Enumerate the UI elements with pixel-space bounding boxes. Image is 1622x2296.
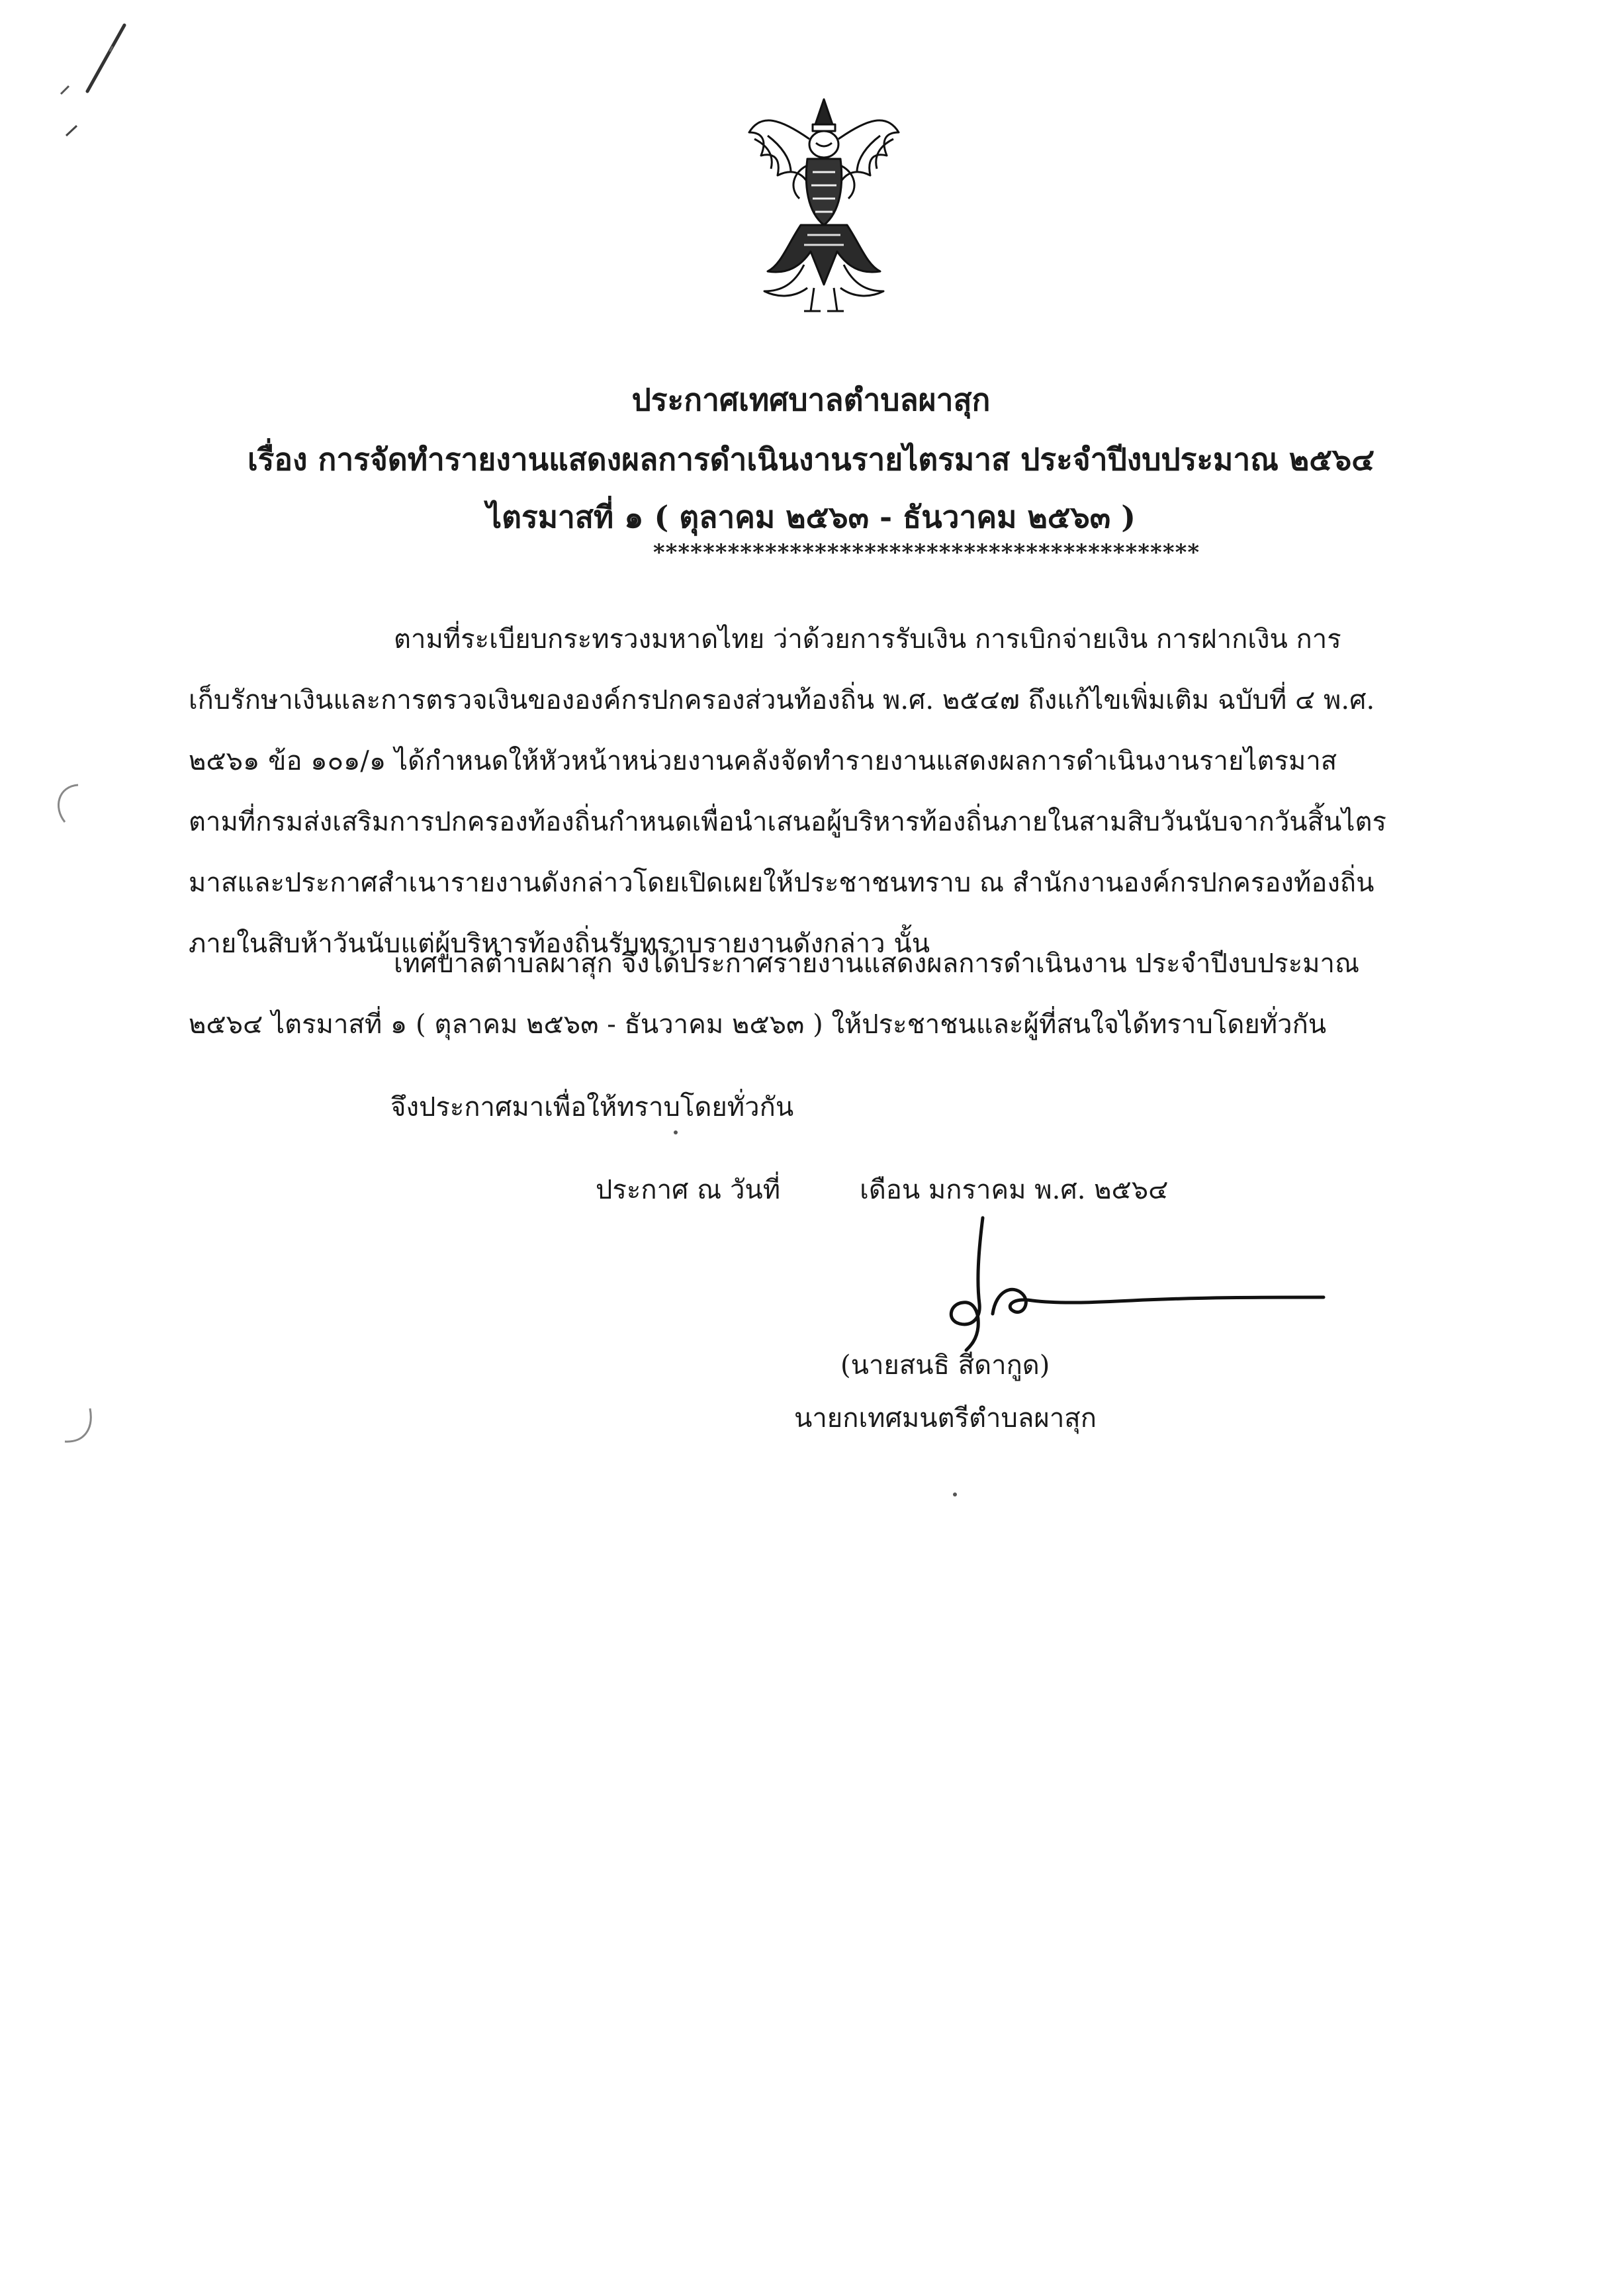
paragraph-line: ตามที่ระเบียบกระทรวงมหาดไทย ว่าด้วยการรับเงิน การเบิกจ่ายเงิน การฝากเงิน การ: [394, 624, 1341, 655]
body-paragraph-1: [189, 609, 1459, 974]
pen-mark: [46, 20, 132, 146]
paragraph-line: เก็บรักษาเงินและการตรวจเงินขององค์กรปกครองส่วนท้องถิ่น พ.ศ. ๒๕๔๗ ถึงแก้ไขเพิ่มเติม ฉบับที่ ๔ พ.ศ.: [189, 685, 1375, 715]
handwritten-signature: [880, 1205, 1343, 1357]
date-month-year: เดือน มกราคม พ.ศ. ๒๕๖๔: [860, 1175, 1169, 1205]
title-separator: ********************************************: [653, 539, 1200, 566]
punch-hole-mark: [52, 781, 91, 827]
punch-hole-mark: [57, 1403, 97, 1449]
body-paragraph-2: [189, 933, 1459, 1055]
paragraph-line: ๒๕๖๔ ไตรมาสที่ ๑ ( ตุลาคม ๒๕๖๓ - ธันวาคม ๒๕๖๓ ) ให้ประชาชนและผู้ที่สนใจได้ทราบโดยทั่วกัน: [189, 1009, 1327, 1040]
scan-dot: [953, 1492, 957, 1496]
paragraph-line: ๒๕๖๑ ข้อ ๑๐๑/๑ ได้กำหนดให้หัวหน้าหน่วยงานคลังจัดทำรายงานแสดงผลการดำเนินงานรายไตรมาส: [189, 746, 1337, 776]
signer-name: (นายสนธิ สีดากูด): [840, 1350, 1050, 1381]
paragraph-line: เทศบาลตำบลผาสุก จึงได้ประกาศรายงานแสดงผลการดำเนินงาน ประจำปีงบประมาณ: [394, 948, 1360, 979]
scan-dot: [674, 1130, 678, 1134]
closing-statement: จึงประกาศมาเพื่อให้ทราบโดยทั่วกัน: [390, 1092, 794, 1123]
announcement-quarter: ไตรมาสที่ ๑ ( ตุลาคม ๒๕๖๓ - ธันวาคม ๒๕๖๓ ): [486, 499, 1136, 535]
paragraph-line: ตามที่กรมส่งเสริมการปกครองท้องถิ่นกำหนดเพื่อนำเสนอผู้บริหารท้องถิ่นภายในสามสิบวันนับจากวันสิ้นไตร: [189, 807, 1386, 837]
signer-position: นายกเทศมนตรีตำบลผาสุก: [794, 1403, 1097, 1434]
announcement-title: ประกาศเทศบาลตำบลผาสุก: [631, 382, 991, 418]
announcement-subject: เรื่อง การจัดทำรายงานแสดงผลการดำเนินงานรายไตรมาส ประจำปีงบประมาณ ๒๕๖๔: [247, 441, 1375, 477]
garuda-emblem-icon: [741, 93, 907, 318]
paragraph-line: มาสและประกาศสำเนารายงานดังกล่าวโดยเปิดเผยให้ประชาชนทราบ ณ สำนักงานองค์กรปกครองท้องถิ่น: [189, 868, 1374, 898]
date-prefix: ประกาศ ณ วันที่: [596, 1175, 781, 1205]
paragraph-line: ภายในสิบห้าวันนับแต่ผู้บริหารท้องถิ่นรับทราบรายงานดังกล่าว นั้น: [189, 929, 930, 959]
